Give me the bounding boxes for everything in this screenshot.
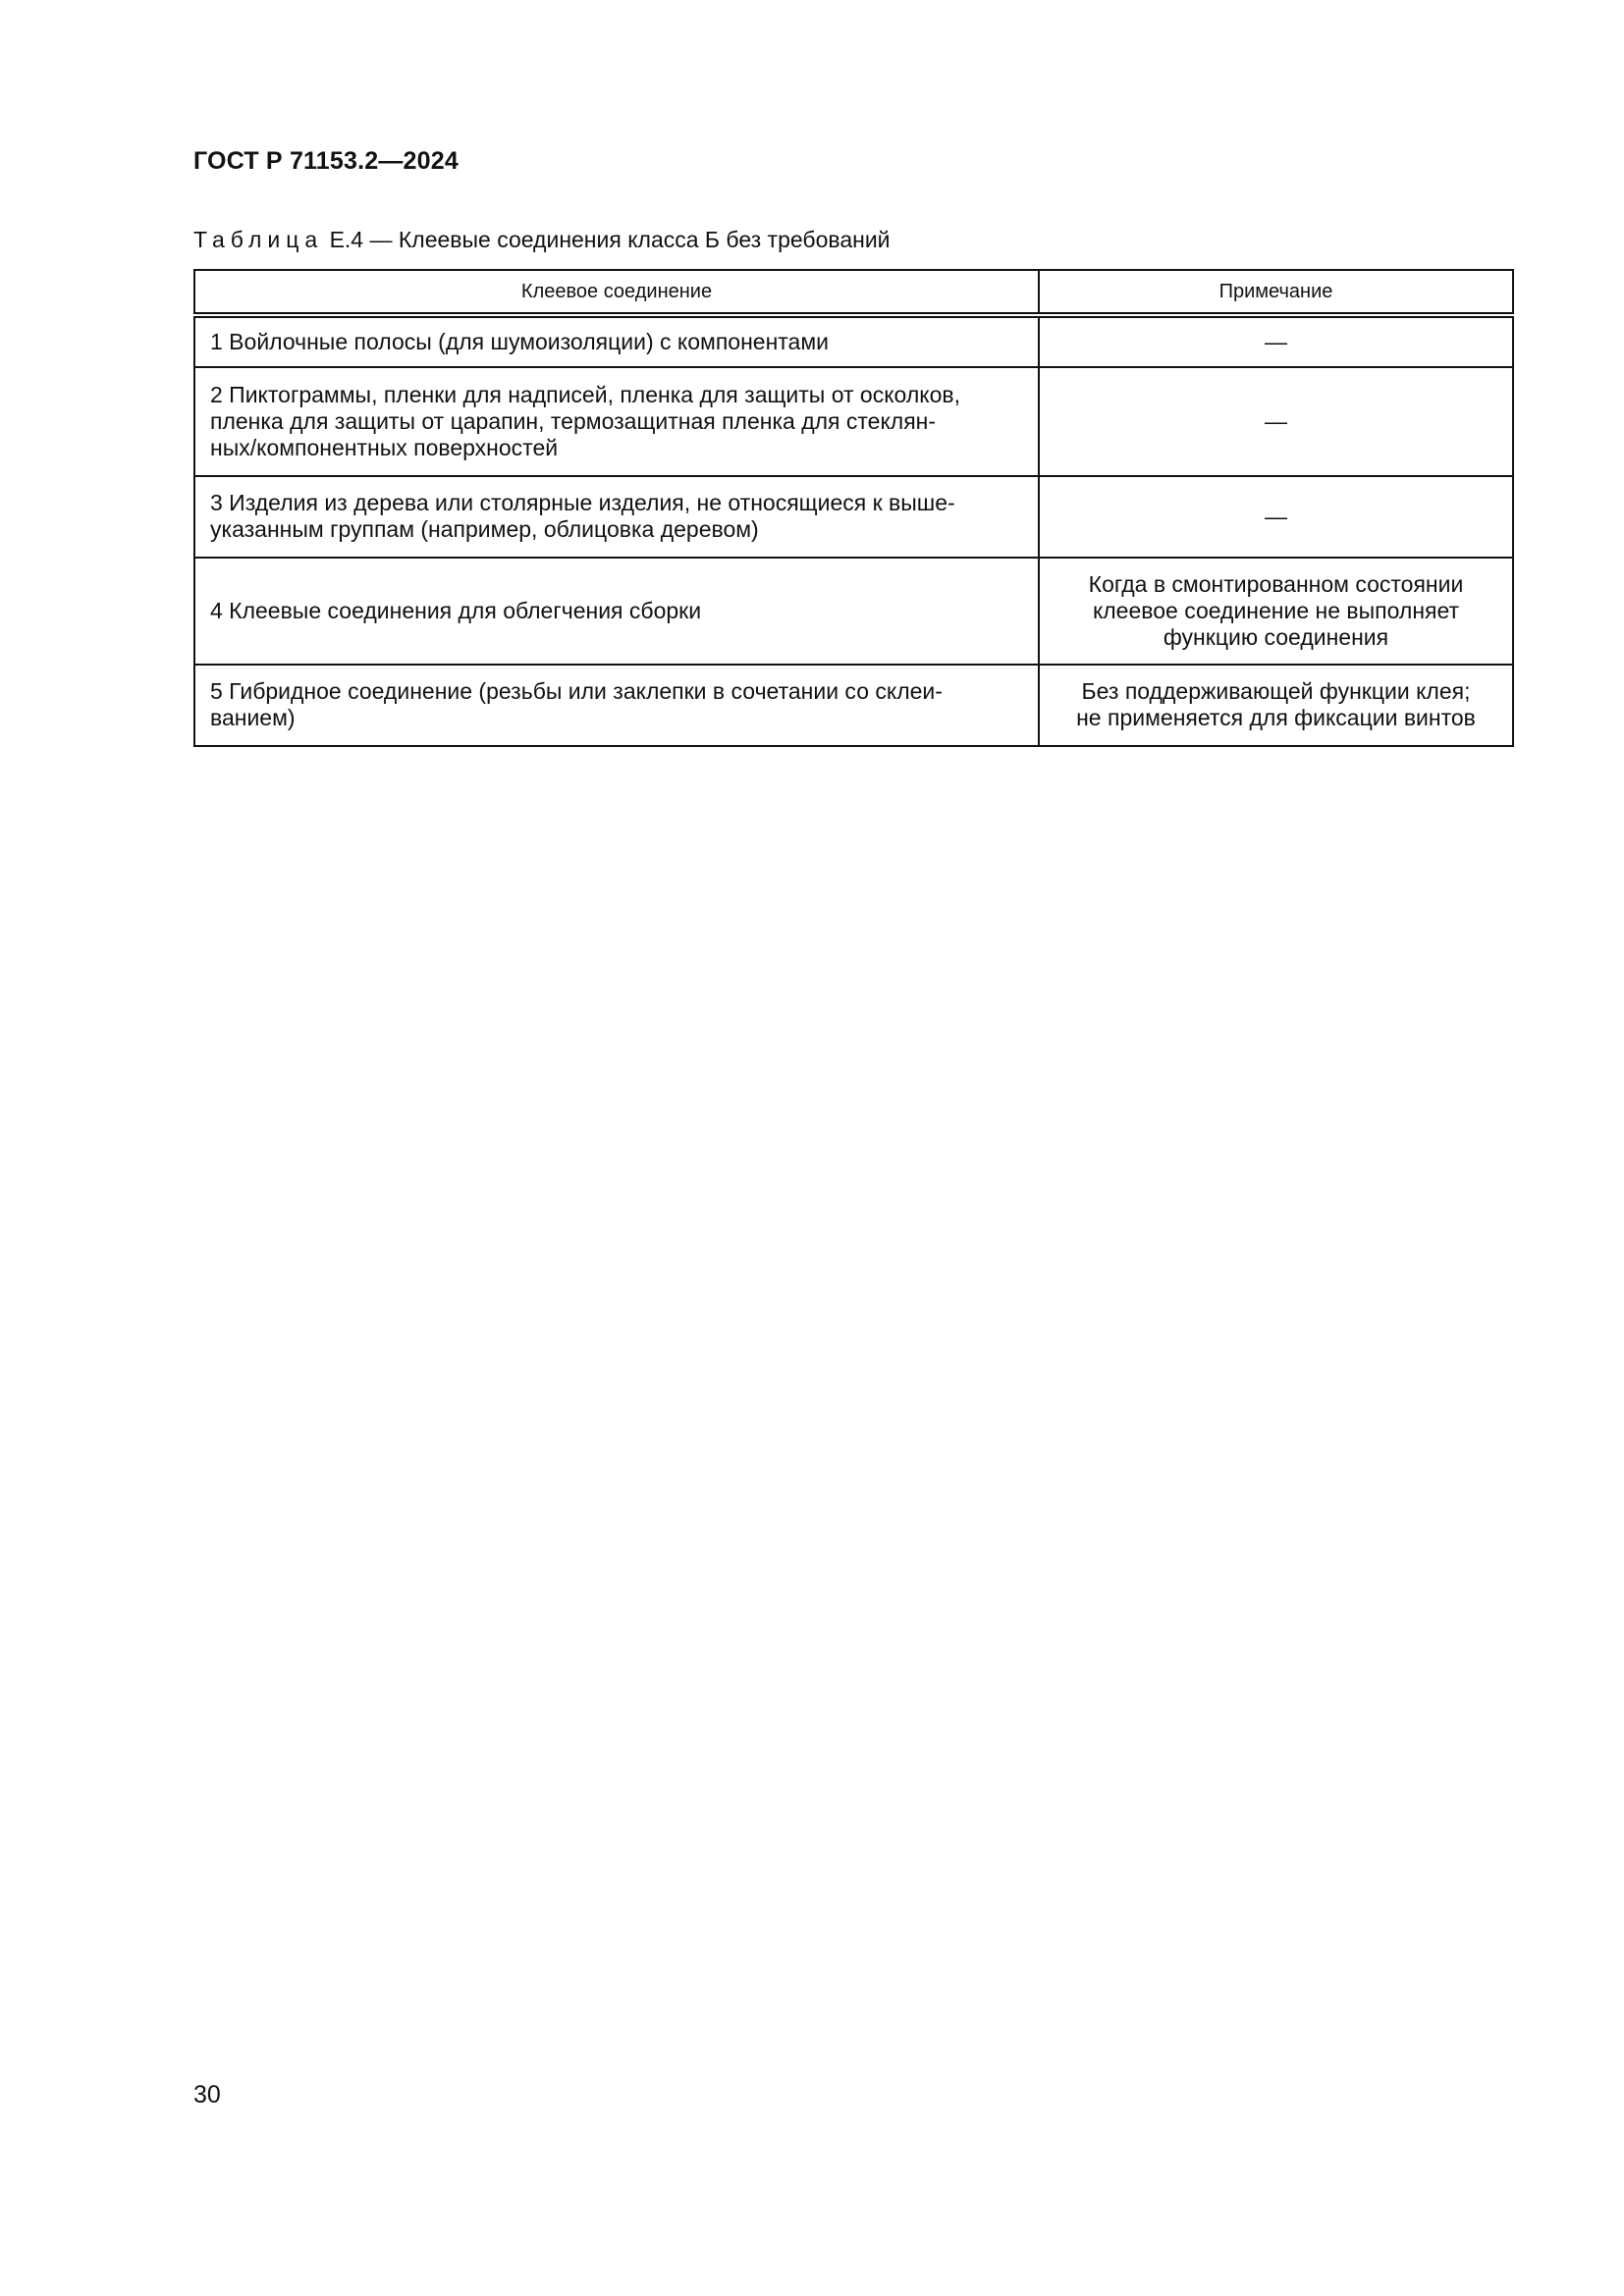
document-standard-number: ГОСТ Р 71153.2—2024 (193, 147, 459, 175)
table-header-row (194, 270, 1513, 315)
adhesive-joints-table (193, 269, 1514, 747)
joint-text-line: 2 Пиктограммы, пленки для надписей, пленка для защиты от осколков, (210, 381, 960, 407)
joint-text-line: 1 Войлочные полосы (для шумоизоляции) с компонентами (210, 328, 829, 354)
note-cell: — (1039, 367, 1513, 476)
table-row (194, 558, 1513, 665)
table-row (194, 665, 1513, 746)
note-cell (1039, 665, 1513, 746)
note-cell (1039, 558, 1513, 665)
note-cell: — (1039, 315, 1513, 367)
note-text-line: клеевое соединение не выполняет (1092, 597, 1460, 623)
joint-cell (194, 367, 1039, 476)
joint-cell (194, 665, 1039, 746)
note-text-line: Без поддерживающей функции клея; (1081, 678, 1471, 704)
column-header-note: Примечание (1039, 270, 1513, 315)
joint-text-line: 3 Изделия из дерева или столярные изделия, не относящиеся к выше- (210, 490, 955, 515)
table-row (194, 476, 1513, 558)
joint-cell (194, 476, 1039, 558)
joint-text-line: указанным группам (например, облицовка деревом) (210, 516, 759, 542)
note-cell: — (1039, 476, 1513, 558)
column-header-joint: Клеевое соединение (194, 270, 1039, 315)
note-text-line: не применяется для фиксации винтов (1076, 705, 1476, 730)
joint-cell (194, 315, 1039, 367)
joint-text-line: ных/компонентных поверхностей (210, 434, 559, 460)
table-row (194, 315, 1513, 367)
joint-text-line: пленка для защиты от царапин, термозащитная пленка для стеклян- (210, 407, 937, 434)
joint-text-line: 5 Гибридное соединение (резьбы или заклепки в сочетании со склеи- (210, 678, 943, 704)
page-number: 30 (193, 2081, 221, 2109)
joint-text-line: ванием) (210, 705, 296, 730)
note-text-line: Когда в смонтированном состоянии (1088, 570, 1464, 597)
table-caption-prefix: Таблица (193, 227, 324, 252)
joint-text-line: 4 Клеевые соединения для облегчения сборки (210, 597, 702, 623)
table-caption (193, 227, 891, 253)
note-text-line: функцию соединения (1163, 623, 1389, 650)
joint-cell (194, 558, 1039, 665)
table-row (194, 367, 1513, 476)
table-caption-text: Е.4 — Клеевые соединения класса Б без требований (329, 227, 891, 252)
